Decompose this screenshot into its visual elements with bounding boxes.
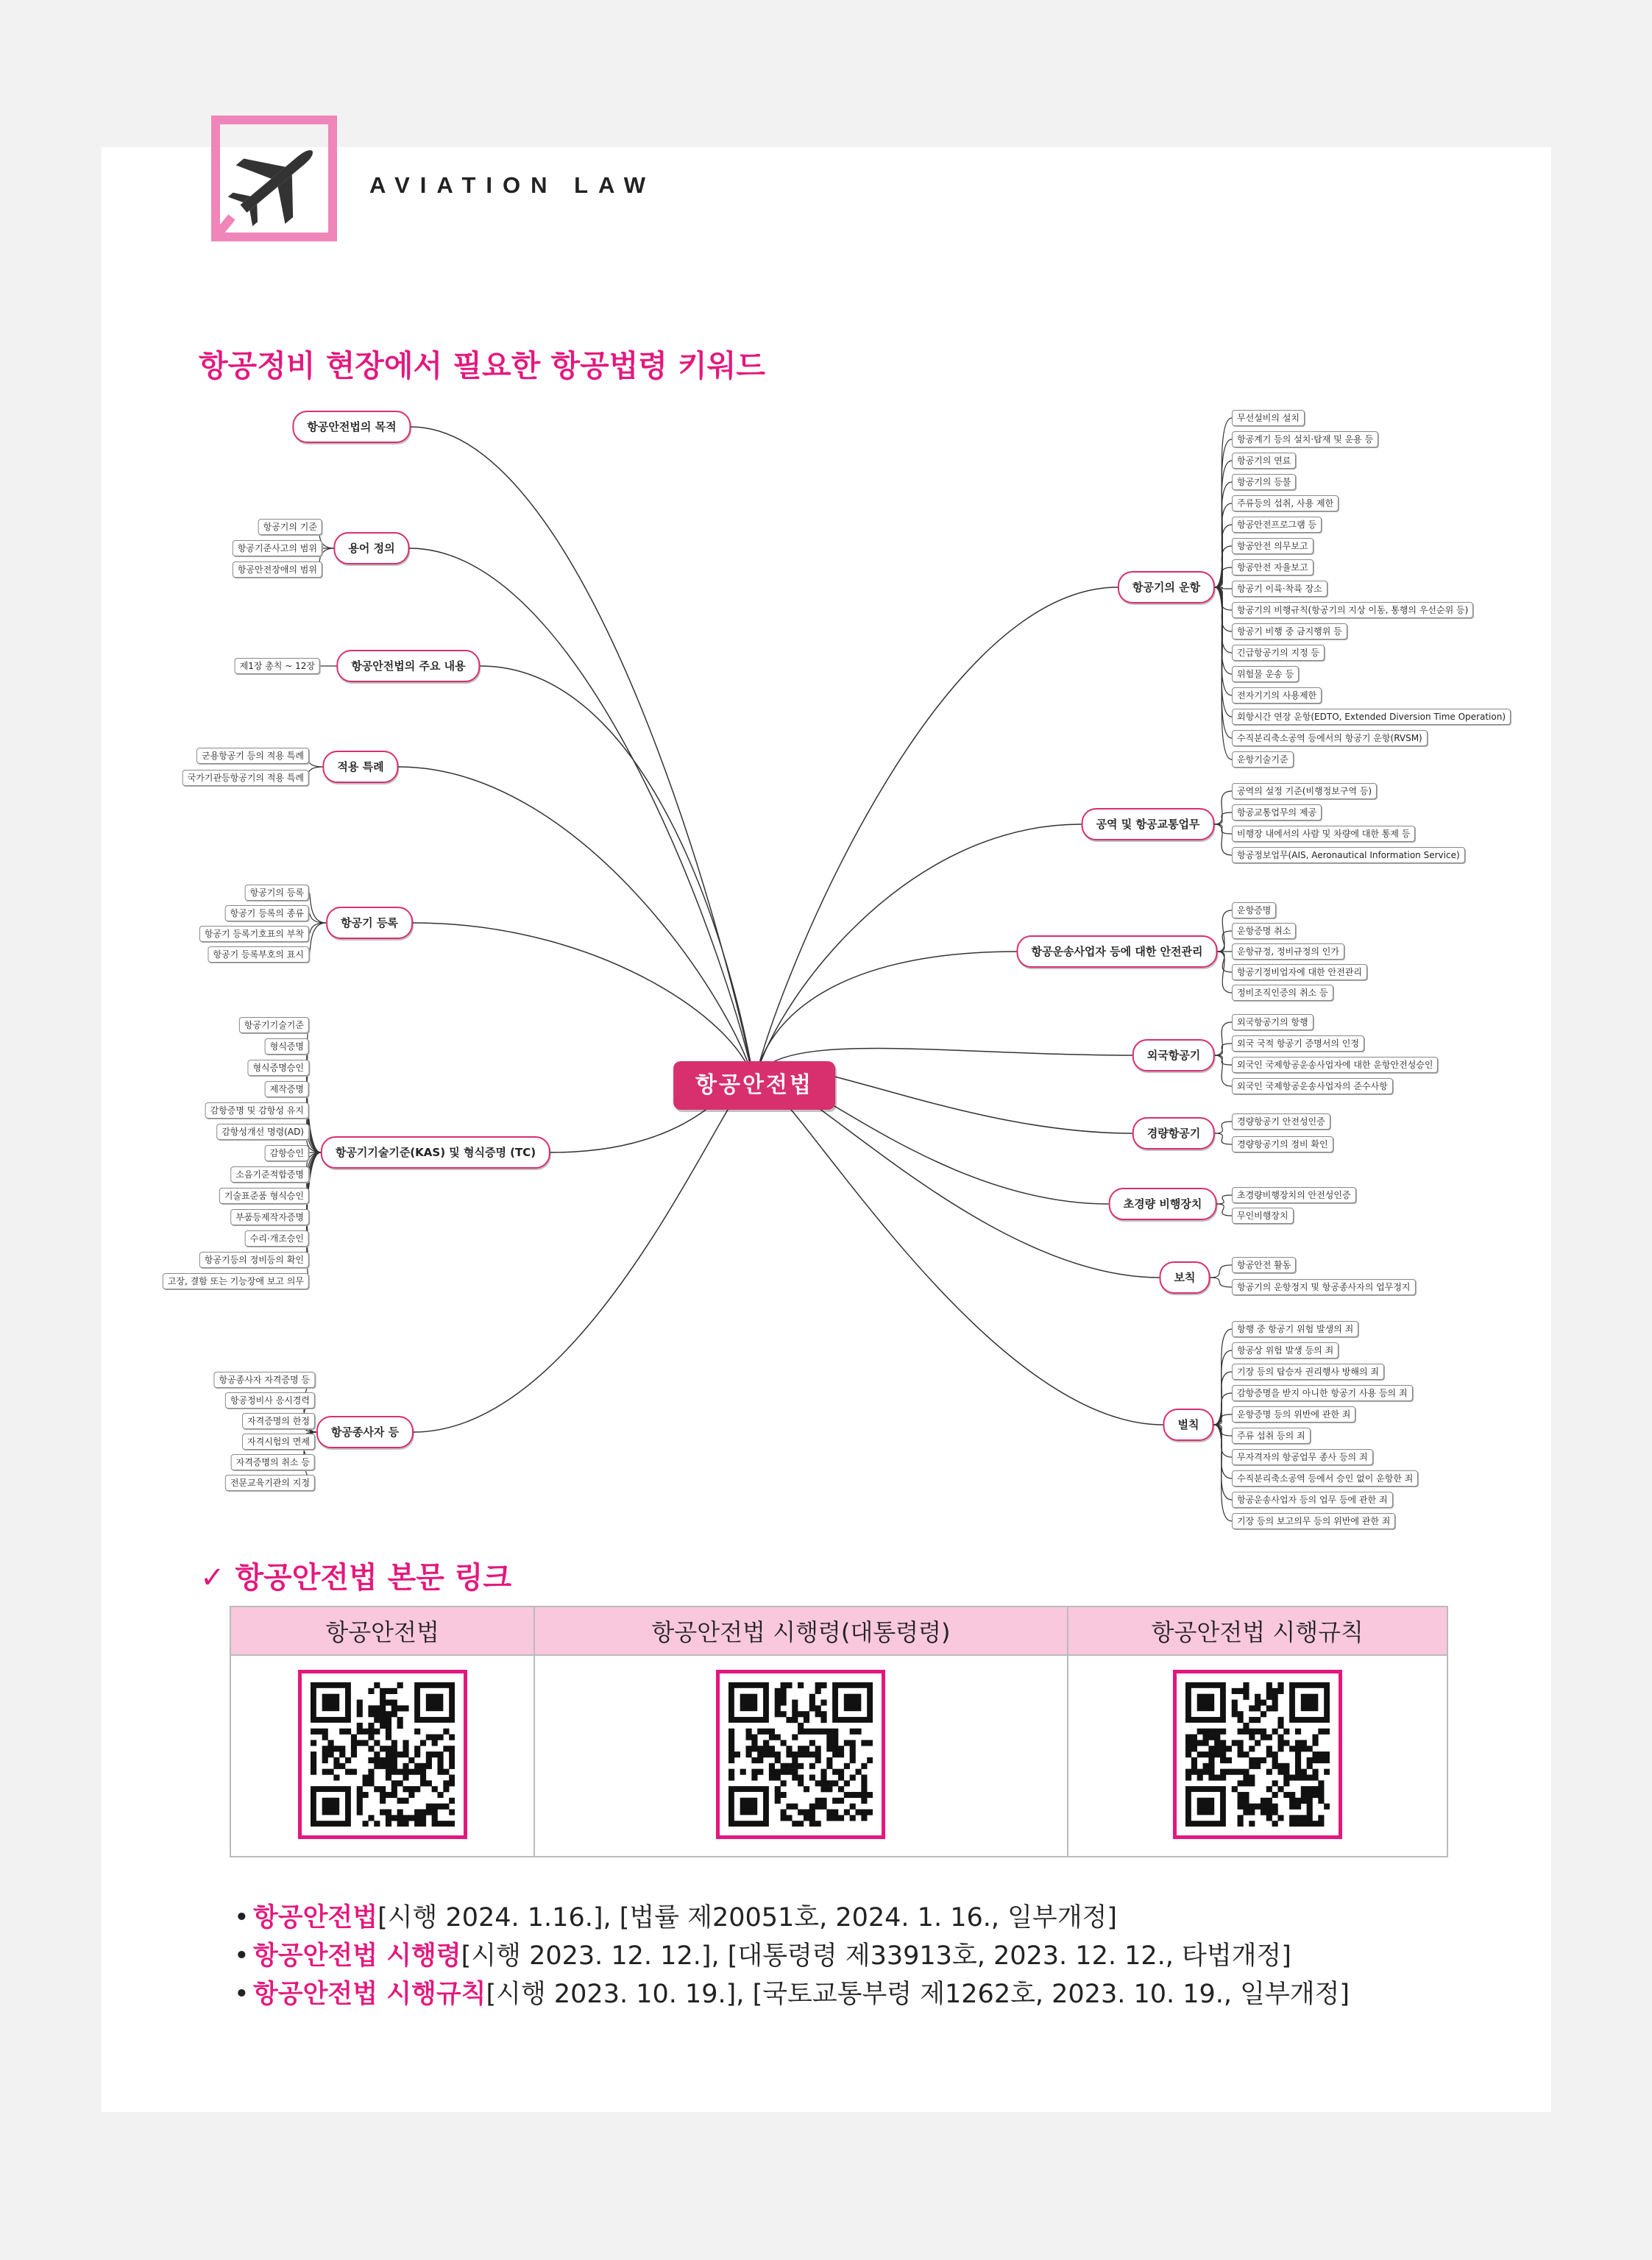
mindmap-title: 항공정비 현장에서 필요한 항공법령 키워드 — [199, 348, 766, 383]
leaf-item: 항공기 등록기호표의 부착 — [199, 926, 309, 942]
leaf-item: 회항시간 연장 운항(EDTO, Extended Diversion Time Operation) — [1232, 709, 1511, 725]
branch-node-right: 공역 및 항공교통업무 — [1082, 808, 1215, 840]
leaf-item: 경량항공기 안전성인증 — [1232, 1113, 1330, 1130]
branch-node-left: 항공기기술기준(KAS) 및 형식증명 (TC) — [321, 1136, 550, 1169]
leaf-item: 제1장 총칙 ~ 12장 — [235, 658, 320, 674]
qr-code-law[interactable] — [298, 1670, 467, 1839]
branch-node-right: 경량항공기 — [1132, 1117, 1215, 1150]
leaf-item: 수리·개조승인 — [245, 1230, 309, 1247]
leaf-item: 항공기 등록부호의 표시 — [208, 946, 309, 963]
leaf-item: 항공기의 등록 — [245, 885, 309, 901]
qr-col-header-law: 항공안전법 — [230, 1607, 534, 1655]
leaf-item: 무선설비의 설치 — [1232, 410, 1305, 426]
leaf-item: 형식증명 — [265, 1038, 309, 1055]
branch-node-right: 보칙 — [1160, 1261, 1210, 1294]
leaf-item: 항공안전장애의 범위 — [233, 562, 322, 578]
qr-col-header-rules: 항공안전법 시행규칙 — [1068, 1607, 1447, 1655]
leaf-item: 항공기의 기준 — [258, 519, 322, 535]
links-section-title: ✓ 항공안전법 본문 링크 — [200, 1561, 512, 1595]
leaf-item: 초경량비행장치의 안전성인증 — [1232, 1187, 1356, 1203]
leaf-item: 항공계기 등의 설치·탑재 및 운용 등 — [1232, 431, 1378, 447]
qr-code-decree[interactable] — [716, 1670, 885, 1839]
leaf-item: 소음기준적합증명 — [230, 1166, 309, 1183]
leaf-item: 감항승인 — [265, 1145, 309, 1161]
leaf-item: 외국 국적 항공기 증명서의 인정 — [1232, 1035, 1364, 1052]
leaf-item: 항공기의 비행규칙(항공기의 지상 이동, 통행의 우선순위 등) — [1232, 602, 1473, 618]
leaf-item: 기장 등의 보고의무 등의 위반에 관한 죄 — [1232, 1513, 1395, 1529]
leaf-item: 고장, 결함 또는 기능장애 보고 의무 — [163, 1273, 309, 1289]
branch-node-left: 항공종사자 등 — [316, 1416, 414, 1448]
leaf-item: 운항규정, 정비규정의 인가 — [1232, 943, 1344, 960]
leaf-item: 외국인 국제항공운송사업자에 대한 운항안전성승인 — [1232, 1057, 1438, 1073]
brand-label: AVIATION LAW — [369, 172, 656, 198]
center-node: 항공안전법 — [673, 1061, 835, 1110]
leaf-item: 항공교통업무의 제공 — [1232, 804, 1322, 821]
leaf-item: 항공안전프로그램 등 — [1232, 517, 1322, 533]
leaf-item: 자격시험의 면제 — [242, 1434, 315, 1450]
leaf-item: 항공기기술기준 — [239, 1017, 309, 1033]
branch-node-right: 항공운송사업자 등에 대한 안전관리 — [1016, 935, 1217, 968]
qr-col-header-decree: 항공안전법 시행령(대통령령) — [534, 1607, 1067, 1655]
leaf-item: 경량항공기의 정비 확인 — [1232, 1136, 1333, 1152]
leaf-item: 감항증명 및 감항성 유지 — [205, 1102, 309, 1119]
leaf-item: 정비조직인증의 취소 등 — [1232, 985, 1333, 1001]
leaf-item: 운항증명 — [1232, 902, 1276, 918]
leaf-item: 무인비행장치 — [1232, 1208, 1294, 1224]
branch-node-left: 항공안전법의 주요 내용 — [336, 650, 480, 682]
branch-node-left: 항공안전법의 목적 — [292, 411, 411, 443]
leaf-item: 항공정보업무(AIS, Aeronautical Information Service) — [1232, 847, 1465, 863]
leaf-item: 제작증명 — [265, 1081, 309, 1097]
leaf-item: 항공기 비행 중 금지행위 등 — [1232, 623, 1347, 640]
branch-node-right: 외국항공기 — [1132, 1039, 1215, 1071]
leaf-item: 감항증명을 받지 아니한 항공기 사용 등의 죄 — [1232, 1385, 1413, 1401]
leaf-item: 항공기의 연료 — [1232, 453, 1296, 469]
leaf-item: 자격증명의 한정 — [242, 1413, 315, 1429]
qr-links-table — [230, 1606, 1448, 1857]
leaf-item: 항공안전 의무보고 — [1232, 538, 1314, 554]
leaf-item: 수직분리축소공역 등에서 승인 없이 운항한 죄 — [1232, 1470, 1418, 1487]
leaf-item: 전자기기의 사용제한 — [1232, 687, 1322, 704]
branch-node-left: 용어 정의 — [333, 532, 409, 564]
leaf-item: 운항증명 등의 위반에 관한 죄 — [1232, 1406, 1355, 1423]
leaf-item: 항공기 등록의 종류 — [225, 905, 309, 921]
leaf-item: 항공기의 등불 — [1232, 474, 1296, 490]
note-item: • 항공안전법 시행령[시행 2023. 12. 12.], [대통령령 제33913호, 2023. 12. 12., 타법개정] — [234, 1941, 1291, 1971]
branch-node-left: 적용 특례 — [322, 751, 398, 783]
leaf-item: 군용항공기 등의 적용 특례 — [196, 748, 309, 764]
branch-node-right: 벌칙 — [1163, 1409, 1214, 1441]
leaf-item: 기장 등의 탑승자 권리행사 방해의 죄 — [1232, 1364, 1384, 1380]
leaf-item: 항공운송사업자 등의 업무 등에 관한 죄 — [1232, 1492, 1393, 1508]
leaf-item: 국가기관등항공기의 적용 특례 — [182, 770, 309, 786]
leaf-item: 외국인 국제항공운송사업자의 준수사항 — [1232, 1078, 1393, 1094]
leaf-item: 수직분리축소공역 등에서의 항공기 운항(RVSM) — [1232, 730, 1428, 746]
branch-node-right: 초경량 비행장치 — [1109, 1188, 1217, 1220]
leaf-item: 항공기 이륙·착륙 장소 — [1232, 581, 1327, 597]
leaf-item: 항공정비사 응시경력 — [225, 1392, 315, 1409]
leaf-item: 자격증명의 취소 등 — [231, 1454, 315, 1470]
note-item: • 항공안전법[시행 2024. 1.16.], [법률 제20051호, 2024. 1. 16., 일부개정] — [234, 1903, 1118, 1933]
leaf-item: 항공안전 활동 — [1232, 1257, 1296, 1273]
branch-node-left: 항공기 등록 — [326, 907, 413, 939]
leaf-item: 긴급항공기의 지정 등 — [1232, 645, 1325, 661]
leaf-item: 위험물 운송 등 — [1232, 666, 1299, 682]
leaf-item: 운항기술기준 — [1232, 751, 1294, 768]
branch-node-right: 항공기의 운항 — [1118, 571, 1215, 603]
note-item: • 항공안전법 시행규칙[시행 2023. 10. 19.], [국토교통부령 제1262호, 2023. 10. 19., 일부개정] — [234, 1980, 1350, 2009]
leaf-item: 형식증명승인 — [247, 1060, 309, 1076]
leaf-item: 기술표준품 형식승인 — [219, 1188, 309, 1204]
leaf-item: 항공기준사고의 범위 — [233, 540, 322, 556]
law-notes — [234, 1899, 1350, 2013]
leaf-item: 비행장 내에서의 사람 및 차량에 대한 통제 등 — [1232, 826, 1415, 842]
leaf-item: 감항성개선 명령(AD) — [216, 1124, 309, 1140]
leaf-item: 전문교육기관의 지정 — [225, 1475, 315, 1491]
leaf-item: 무자격자의 항공업무 종사 등의 죄 — [1232, 1449, 1373, 1465]
leaf-item: 공역의 설정 기준(비행정보구역 등) — [1232, 783, 1377, 799]
leaf-item: 주류 섭취 등의 죄 — [1232, 1428, 1311, 1444]
leaf-item: 주류등의 섭취, 사용 제한 — [1232, 495, 1339, 511]
leaf-item: 항공상 위험 발생 등의 죄 — [1232, 1342, 1339, 1359]
leaf-item: 항공기등의 정비등의 확인 — [199, 1252, 309, 1268]
leaf-item: 항공안전 자율보고 — [1232, 559, 1314, 575]
leaf-item: 항공종사자 자격증명 등 — [213, 1372, 315, 1388]
leaf-item: 항행 중 항공기 위험 발생의 죄 — [1232, 1321, 1358, 1337]
leaf-item: 운항증명 취소 — [1232, 923, 1296, 939]
leaf-item: 항공기의 운항정지 및 항공종사자의 업무정지 — [1232, 1279, 1416, 1295]
leaf-item: 부품등제작자증명 — [230, 1209, 309, 1225]
leaf-item: 외국항공기의 항행 — [1232, 1014, 1314, 1030]
qr-code-rules[interactable] — [1173, 1670, 1342, 1839]
leaf-item: 항공기정비업자에 대한 안전관리 — [1232, 964, 1367, 980]
